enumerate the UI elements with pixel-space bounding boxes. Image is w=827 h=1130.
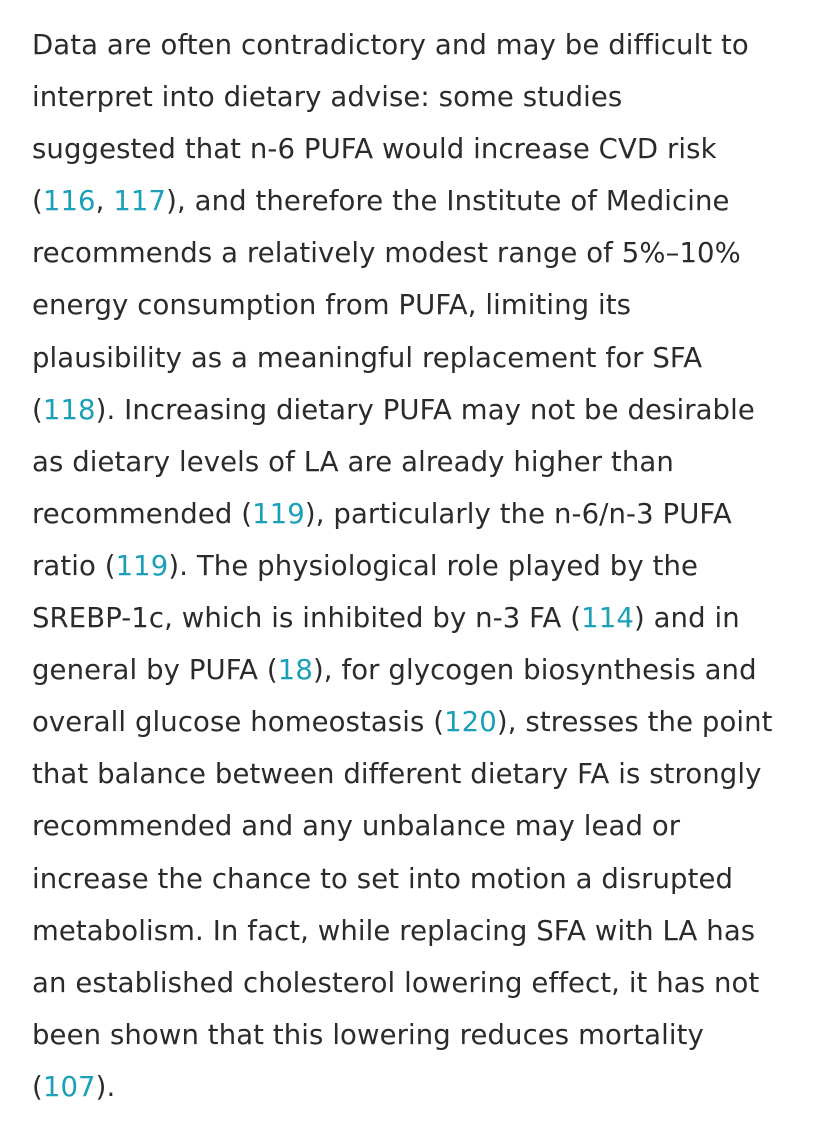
text-segment: as dietary levels of LA are already higher than	[32, 445, 674, 478]
text-line	[32, 19, 812, 71]
text-segment: metabolism. In fact, while replacing SFA with LA has	[32, 914, 756, 947]
citation-link-114[interactable]: 114	[581, 602, 634, 635]
text-segment: ), and therefore the Institute of Medicine	[166, 185, 730, 218]
text-segment: an established cholesterol lowering effect, it has not	[32, 966, 760, 999]
text-segment: energy consumption from PUFA, limiting its	[32, 289, 632, 322]
text-segment: (	[32, 185, 43, 218]
text-segment: ).	[95, 1070, 116, 1103]
text-segment: increase the chance to set into motion a disrupted	[32, 862, 734, 895]
text-line	[32, 488, 812, 540]
text-line	[32, 279, 812, 331]
text-segment: suggested that n-6 PUFA would increase CVD risk	[32, 133, 717, 166]
text-line	[32, 1009, 812, 1061]
text-segment: recommends a relatively modest range of 5%–10%	[32, 237, 741, 270]
text-segment: general by PUFA (	[32, 654, 278, 687]
text-line	[32, 1061, 812, 1113]
text-segment: ), particularly the n-6/n-3 PUFA	[304, 497, 732, 530]
text-segment: recommended (	[32, 497, 253, 530]
text-segment: ). Increasing dietary PUFA may not be desirable	[95, 393, 755, 426]
citation-link-118[interactable]: 118	[42, 393, 96, 426]
text-segment: Data are often contradictory and may be difficult to	[32, 29, 749, 61]
text-line	[32, 905, 812, 957]
citation-link-117[interactable]: 117	[113, 185, 167, 218]
text-line	[32, 696, 812, 748]
text-line	[32, 71, 812, 123]
text-line	[32, 957, 812, 1009]
text-segment: ,	[95, 185, 114, 218]
text-segment: (	[32, 1070, 43, 1103]
text-segment: SREBP-1c, which is inhibited by n-3 FA (	[32, 602, 582, 635]
article-paragraph	[32, 19, 812, 1113]
text-line	[32, 644, 812, 696]
citation-link-107[interactable]: 107	[42, 1070, 96, 1103]
text-line	[32, 332, 812, 384]
citation-link-119[interactable]: 119	[252, 497, 305, 530]
text-segment: interpret into dietary advise: some studies	[32, 81, 623, 114]
text-line	[32, 800, 812, 852]
text-segment: ratio (	[32, 549, 116, 582]
text-segment: overall glucose homeostasis (	[32, 706, 445, 739]
text-line	[32, 123, 812, 175]
citation-link-116[interactable]: 116	[42, 185, 96, 218]
text-line	[32, 853, 812, 905]
text-segment: plausibility as a meaningful replacement for SFA	[32, 341, 703, 374]
text-segment: ). The physiological role played by the	[168, 549, 699, 582]
text-segment: ), stresses the point	[496, 706, 773, 739]
text-segment: that balance between different dietary FA is strongly	[32, 758, 762, 791]
text-line	[32, 436, 812, 488]
text-line	[32, 227, 812, 279]
text-line	[32, 175, 812, 227]
citation-link-18[interactable]: 18	[277, 654, 313, 687]
text-line	[32, 384, 812, 436]
text-line	[32, 540, 812, 592]
citation-link-120[interactable]: 120	[444, 706, 497, 739]
text-line	[32, 592, 812, 644]
text-segment: ) and in	[633, 602, 740, 635]
text-segment: been shown that this lowering reduces mortality	[32, 1018, 704, 1051]
text-segment: (	[32, 393, 43, 426]
text-segment: ), for glycogen biosynthesis and	[312, 654, 757, 687]
text-line	[32, 748, 812, 800]
text-segment: recommended and any unbalance may lead or	[32, 810, 681, 843]
citation-link-119[interactable]: 119	[115, 549, 169, 582]
